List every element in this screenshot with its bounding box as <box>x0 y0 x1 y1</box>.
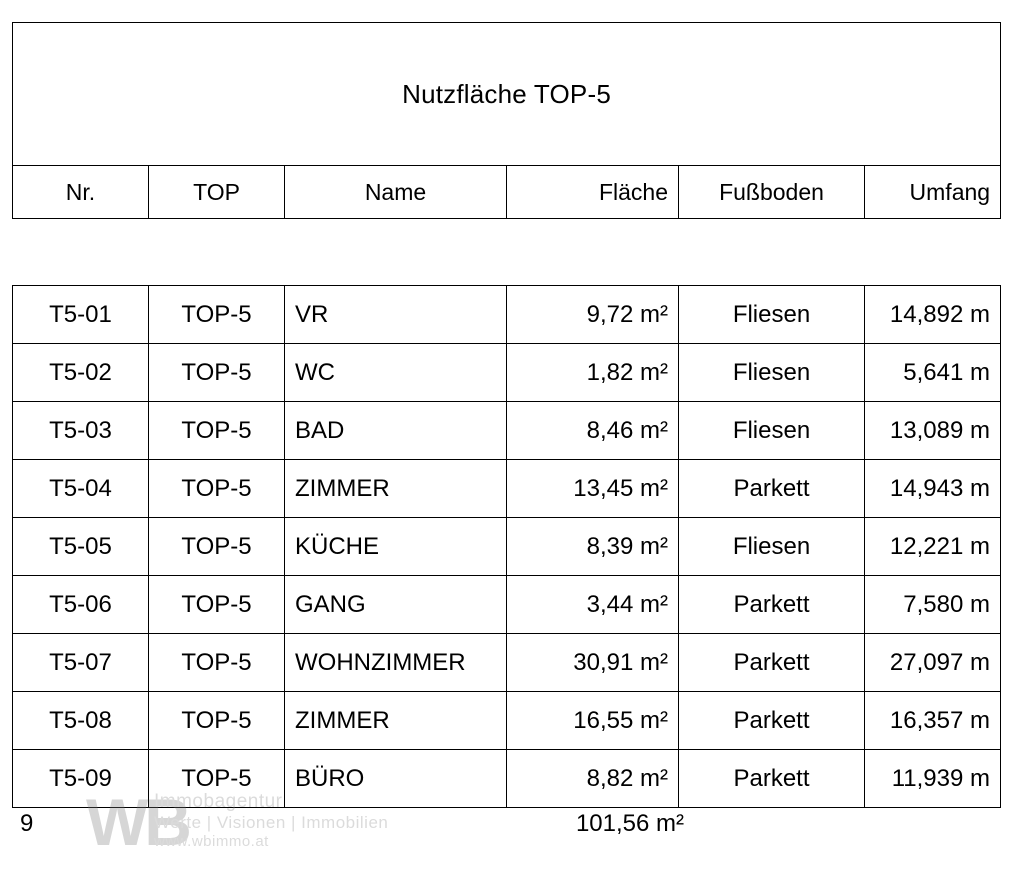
title-row <box>13 23 1001 166</box>
cell-floor: Parkett <box>679 460 865 518</box>
table-row <box>13 634 1001 692</box>
cell-perimeter: 7,580 m <box>865 576 1001 634</box>
table-row <box>13 518 1001 576</box>
summary-row <box>12 798 1000 854</box>
summary-row-count: 9 <box>20 810 34 837</box>
cell-area: 1,82 m² <box>507 344 679 402</box>
page-title: Nutzfläche TOP-5 <box>13 23 1001 166</box>
watermark-line-3: www.wbimmo.at <box>154 833 269 850</box>
column-header-flaeche: Fläche <box>507 166 679 219</box>
cell-perimeter: 14,892 m <box>865 286 1001 344</box>
cell-area: 30,91 m² <box>507 634 679 692</box>
cell-top: TOP-5 <box>149 460 285 518</box>
cell-nr: T5-03 <box>13 402 149 460</box>
cell-area: 8,82 m² <box>507 750 679 808</box>
cell-nr: T5-06 <box>13 576 149 634</box>
cell-floor: Parkett <box>679 576 865 634</box>
cell-perimeter: 11,939 m <box>865 750 1001 808</box>
cell-name: ZIMMER <box>285 460 507 518</box>
table-row <box>13 402 1001 460</box>
cell-name: VR <box>285 286 507 344</box>
column-header-row <box>13 166 1001 219</box>
table-body <box>12 285 1001 808</box>
cell-floor: Fliesen <box>679 286 865 344</box>
cell-perimeter: 13,089 m <box>865 402 1001 460</box>
table-header <box>12 22 1001 219</box>
cell-name: WC <box>285 344 507 402</box>
cell-name: BAD <box>285 402 507 460</box>
cell-area: 9,72 m² <box>507 286 679 344</box>
cell-floor: Fliesen <box>679 518 865 576</box>
cell-name: KÜCHE <box>285 518 507 576</box>
column-header-top: TOP <box>149 166 285 219</box>
cell-nr: T5-09 <box>13 750 149 808</box>
cell-perimeter: 5,641 m <box>865 344 1001 402</box>
cell-name: ZIMMER <box>285 692 507 750</box>
cell-top: TOP-5 <box>149 518 285 576</box>
cell-floor: Fliesen <box>679 344 865 402</box>
cell-perimeter: 14,943 m <box>865 460 1001 518</box>
table-row <box>13 460 1001 518</box>
cell-perimeter: 16,357 m <box>865 692 1001 750</box>
cell-top: TOP-5 <box>149 402 285 460</box>
cell-top: TOP-5 <box>149 286 285 344</box>
table-row <box>13 576 1001 634</box>
cell-area: 8,46 m² <box>507 402 679 460</box>
watermark-line-1: Immobagentur <box>154 791 283 812</box>
column-header-nr: Nr. <box>13 166 149 219</box>
cell-top: TOP-5 <box>149 750 285 808</box>
cell-floor: Parkett <box>679 692 865 750</box>
table-row <box>13 286 1001 344</box>
cell-area: 16,55 m² <box>507 692 679 750</box>
watermark-line-2: Werte | Visionen | Immobilien <box>154 813 389 832</box>
cell-nr: T5-05 <box>13 518 149 576</box>
cell-nr: T5-01 <box>13 286 149 344</box>
cell-name: WOHNZIMMER <box>285 634 507 692</box>
cell-top: TOP-5 <box>149 576 285 634</box>
cell-nr: T5-08 <box>13 692 149 750</box>
cell-area: 13,45 m² <box>507 460 679 518</box>
cell-perimeter: 12,221 m <box>865 518 1001 576</box>
cell-area: 8,39 m² <box>507 518 679 576</box>
cell-top: TOP-5 <box>149 634 285 692</box>
cell-nr: T5-07 <box>13 634 149 692</box>
cell-floor: Parkett <box>679 750 865 808</box>
column-header-name: Name <box>285 166 507 219</box>
cell-floor: Fliesen <box>679 402 865 460</box>
cell-nr: T5-04 <box>13 460 149 518</box>
column-header-fussboden: Fußboden <box>679 166 865 219</box>
table-row <box>13 692 1001 750</box>
cell-nr: T5-02 <box>13 344 149 402</box>
summary-total-area: 101,56 m² <box>575 810 684 837</box>
watermark-logo: WB <box>86 785 188 859</box>
cell-name: GANG <box>285 576 507 634</box>
cell-floor: Parkett <box>679 634 865 692</box>
cell-perimeter: 27,097 m <box>865 634 1001 692</box>
table-row <box>13 344 1001 402</box>
cell-top: TOP-5 <box>149 692 285 750</box>
cell-area: 3,44 m² <box>507 576 679 634</box>
cell-top: TOP-5 <box>149 344 285 402</box>
column-header-umfang: Umfang <box>865 166 1001 219</box>
cell-name: BÜRO <box>285 750 507 808</box>
